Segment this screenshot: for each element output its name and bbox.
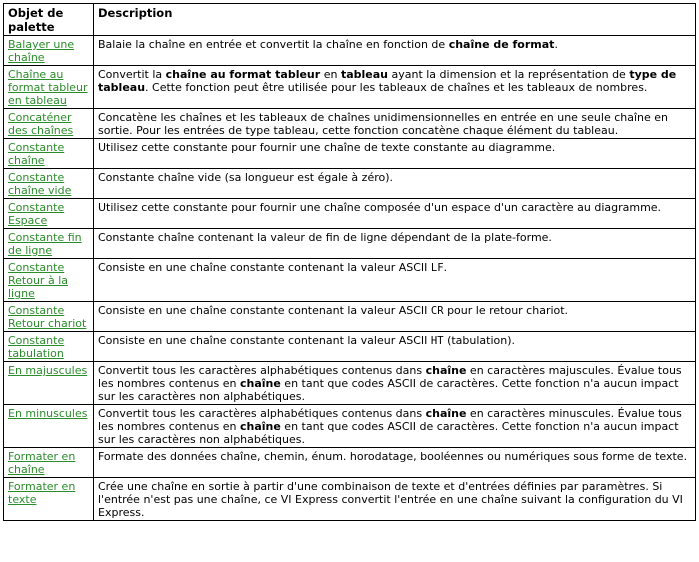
description-text: Crée une chaîne en sortie à partir d'une combinaison de texte et d'entrées définies par paramètres. Si l'entrée n'est pas une chaîne, ce VI Express convertit l'entrée en une chaîne suivant la configuration du VI Express. [98,480,683,519]
palette-object-link[interactable]: En minuscules [8,407,88,420]
palette-object-link[interactable]: Balayer une chaîne [8,38,75,64]
palette-object-link[interactable]: Constante Espace [8,201,65,227]
ascii-code: HT [430,335,444,347]
palette-object-cell [4,332,94,362]
palette-object-link[interactable]: Constante fin de ligne [8,231,82,257]
description-text: Convertit tous les caractères alphabétiques contenus dans [98,407,426,420]
description-text: pour le retour chariot. [443,304,569,317]
bold-term: tableau [340,68,388,81]
bold-term: chaîne [425,364,467,377]
description-text: en caractères majuscules. Évalue tous les nombres contenus en [98,364,682,390]
description-text: Consiste en une chaîne constante contenant la valeur ASCII [98,334,431,347]
description-text: Constante chaîne vide (sa longueur est égale à zéro). [98,171,394,184]
palette-object-link[interactable]: Concaténer des chaînes [8,111,74,137]
description-cell [94,259,696,302]
bold-term: type de tableau [98,68,677,94]
table-row [4,139,696,169]
palette-object-link[interactable]: Constante Retour à la ligne [8,261,68,300]
description-cell [94,36,696,66]
description-text: en tant que codes ASCII de caractères. Cette fonction n'a aucun impact sur les caractères non alphabétiques. [98,377,679,403]
palette-object-cell [4,36,94,66]
table-row [4,362,696,405]
description-cell [94,169,696,199]
description-cell [94,362,696,405]
palette-object-cell [4,139,94,169]
palette-object-link[interactable]: Constante chaîne [8,141,65,167]
palette-object-cell [4,199,94,229]
description-cell [94,332,696,362]
bold-term: chaîne de format [448,38,555,51]
table-row [4,66,696,109]
description-cell [94,405,696,448]
table-row [4,169,696,199]
table-row [4,332,696,362]
palette-object-cell [4,478,94,521]
header-object: Objet de palette [4,4,94,36]
bold-term: chaîne au format tableur [165,68,321,81]
table-row [4,405,696,448]
description-text: Balaie la chaîne en entrée et convertit la chaîne en fonction de [98,38,449,51]
palette-object-cell [4,169,94,199]
table-row [4,448,696,478]
ascii-code: LF [430,262,444,274]
description-text: Formate des données chaîne, chemin, énum. horodatage, booléennes ou numériques sous forme de texte. [98,450,688,463]
palette-object-link[interactable]: Constante Retour chariot [8,304,87,330]
palette-object-link[interactable]: Formater en chaîne [8,450,76,476]
table-row [4,259,696,302]
description-text: . [554,38,558,51]
description-cell [94,229,696,259]
palette-object-cell [4,302,94,332]
table-row [4,36,696,66]
description-text: Concatène les chaînes et les tableaux de chaînes unidimensionnelles en entrée en une seule chaîne en sortie. Pour les entrées de type tableau, cette fonction concatène chaque élément du tableau. [98,111,669,137]
description-text: (tabulation). [443,334,516,347]
description-text: Utilisez cette constante pour fournir une chaîne composée d'un espace d'un caractère au diagramme. [98,201,662,214]
description-text: . [443,261,448,274]
bold-term: chaîne [425,407,467,420]
description-cell [94,478,696,521]
palette-object-link[interactable]: Constante chaîne vide [8,171,72,197]
palette-object-link[interactable]: En majuscules [8,364,88,377]
palette-table [3,3,696,521]
description-cell [94,302,696,332]
description-text: . Cette fonction peut être utilisée pour les tableaux de chaînes et les tableaux de nombres. [145,81,648,94]
bold-term: chaîne [239,377,281,390]
bold-term: chaîne [239,420,281,433]
description-text: Convertit la [98,68,166,81]
description-text: Utilisez cette constante pour fournir une chaîne de texte constante au diagramme. [98,141,556,154]
palette-object-cell [4,109,94,139]
palette-object-cell [4,405,94,448]
table-row [4,302,696,332]
header-description: Description [94,4,696,36]
description-text: Convertit tous les caractères alphabétiques contenus dans [98,364,426,377]
palette-object-cell [4,362,94,405]
description-text: Consiste en une chaîne constante contenant la valeur ASCII [98,261,431,274]
palette-object-cell [4,448,94,478]
palette-object-cell [4,66,94,109]
description-cell [94,109,696,139]
description-text: en [320,68,341,81]
table-row [4,229,696,259]
palette-object-link[interactable]: Formater en texte [8,480,76,506]
description-text: ayant la dimension et la représentation de [387,68,630,81]
palette-object-cell [4,259,94,302]
table-body [4,36,696,521]
description-cell [94,139,696,169]
palette-object-cell [4,229,94,259]
table-row [4,109,696,139]
header-row [4,4,696,36]
table-row [4,199,696,229]
description-text: en caractères minuscules. Évalue tous les nombres contenus en [98,407,682,433]
ascii-code: CR [430,305,444,317]
description-cell [94,448,696,478]
description-cell [94,66,696,109]
description-text: Constante chaîne contenant la valeur de fin de ligne dépendant de la plate-forme. [98,231,552,244]
description-text: en tant que codes ASCII de caractères. Cette fonction n'a aucun impact sur les caractères non alphabétiques. [98,420,679,446]
description-cell [94,199,696,229]
description-text: Consiste en une chaîne constante contenant la valeur ASCII [98,304,431,317]
palette-object-link[interactable]: Chaîne au format tableur en tableau [8,68,88,107]
palette-object-link[interactable]: Constante tabulation [8,334,65,360]
table-row [4,478,696,521]
